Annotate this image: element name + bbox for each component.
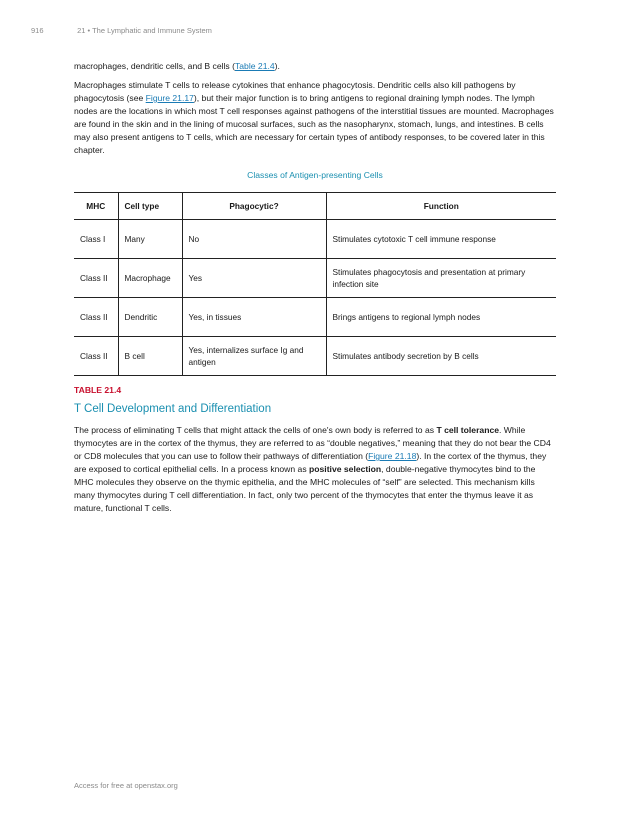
cell-cell-type: Macrophage <box>118 259 182 298</box>
cell-mhc: Class II <box>74 298 118 337</box>
page-header <box>31 26 212 35</box>
table-row <box>74 259 556 298</box>
table-21-4-link[interactable]: Table 21.4 <box>234 61 275 71</box>
antigen-presenting-cells-table <box>74 192 556 376</box>
section-heading: T Cell Development and Differentiation <box>74 403 272 415</box>
cell-phagocytic: Yes <box>182 259 326 298</box>
header-phagocytic: Phagocytic? <box>182 193 326 220</box>
cell-phagocytic: Yes, internalizes surface Ig and antigen <box>182 337 326 376</box>
table-label: TABLE 21.4 <box>74 385 122 395</box>
cell-mhc: Class II <box>74 337 118 376</box>
table-header-row <box>74 193 556 220</box>
table-caption: Classes of Antigen-presenting Cells <box>247 170 383 180</box>
paragraph-intro: macrophages, dendritic cells, and B cells (Table 21.4). <box>74 61 280 71</box>
cell-mhc: Class II <box>74 259 118 298</box>
page-footer: Access for free at openstax.org <box>74 781 178 790</box>
chapter-title: 21 • The Lymphatic and Immune System <box>77 26 212 35</box>
cell-phagocytic: No <box>182 220 326 259</box>
cell-mhc: Class I <box>74 220 118 259</box>
header-cell-type: Cell type <box>118 193 182 220</box>
paragraph-t-cell-development: The process of eliminating T cells that might attack the cells of one's own body is referred to as T cell tolerance. While thymocytes are in the cortex of the thymus, they are referred to as “double negatives,” meaning that they do not bear the CD4 or CD8 molecules that you can use to follow their pathways of differentiation (Figure 21.18). In the cortex of the thymus, they are exposed to cortical epithelial cells. In a process known as positive selection, double-negative thymocytes bind to the MHC molecules they observe on the thymic epithelia, and the MHC molecules of “self” are selected. This mechanism kills many thymocytes during T cell differentiation. In fact, only two percent of the thymocytes that enter the thymus leave it as mature, functional T cells. <box>74 425 551 513</box>
cell-cell-type: B cell <box>118 337 182 376</box>
paragraph-macrophages: Macrophages stimulate T cells to release cytokines that enhance phagocytosis. Dendritic cells also kill pathogens by phagocytosis (see Figure 21.17), but their major function is to bring antigens to regional draining lymph nodes. The lymph nodes are the locations in which most T cell responses against pathogens of the interstitial tissues are mounted. Macrophages are found in the skin and in the lining of mucosal surfaces, such as the nasopharynx, stomach, lungs, and intestines. B cells may also present antigens to T cells, which are necessary for certain types of antibody responses, to be covered later in this chapter. <box>74 80 554 155</box>
table-row <box>74 298 556 337</box>
term-t-cell-tolerance: T cell tolerance <box>436 425 500 435</box>
header-mhc: MHC <box>74 193 118 220</box>
cell-cell-type: Dendritic <box>118 298 182 337</box>
cell-cell-type: Many <box>118 220 182 259</box>
main-content <box>74 60 556 521</box>
figure-21-18-link[interactable]: Figure 21.18 <box>368 451 417 461</box>
term-positive-selection: positive selection <box>309 464 382 474</box>
cell-function: Stimulates antibody secretion by B cells <box>326 337 556 376</box>
cell-function: Stimulates cytotoxic T cell immune response <box>326 220 556 259</box>
table-row <box>74 220 556 259</box>
cell-function: Brings antigens to regional lymph nodes <box>326 298 556 337</box>
cell-phagocytic: Yes, in tissues <box>182 298 326 337</box>
table-row <box>74 337 556 376</box>
page-number: 916 <box>31 26 44 35</box>
figure-21-17-link[interactable]: Figure 21.17 <box>145 93 194 103</box>
cell-function: Stimulates phagocytosis and presentation at primary infection site <box>326 259 556 298</box>
header-function: Function <box>326 193 556 220</box>
